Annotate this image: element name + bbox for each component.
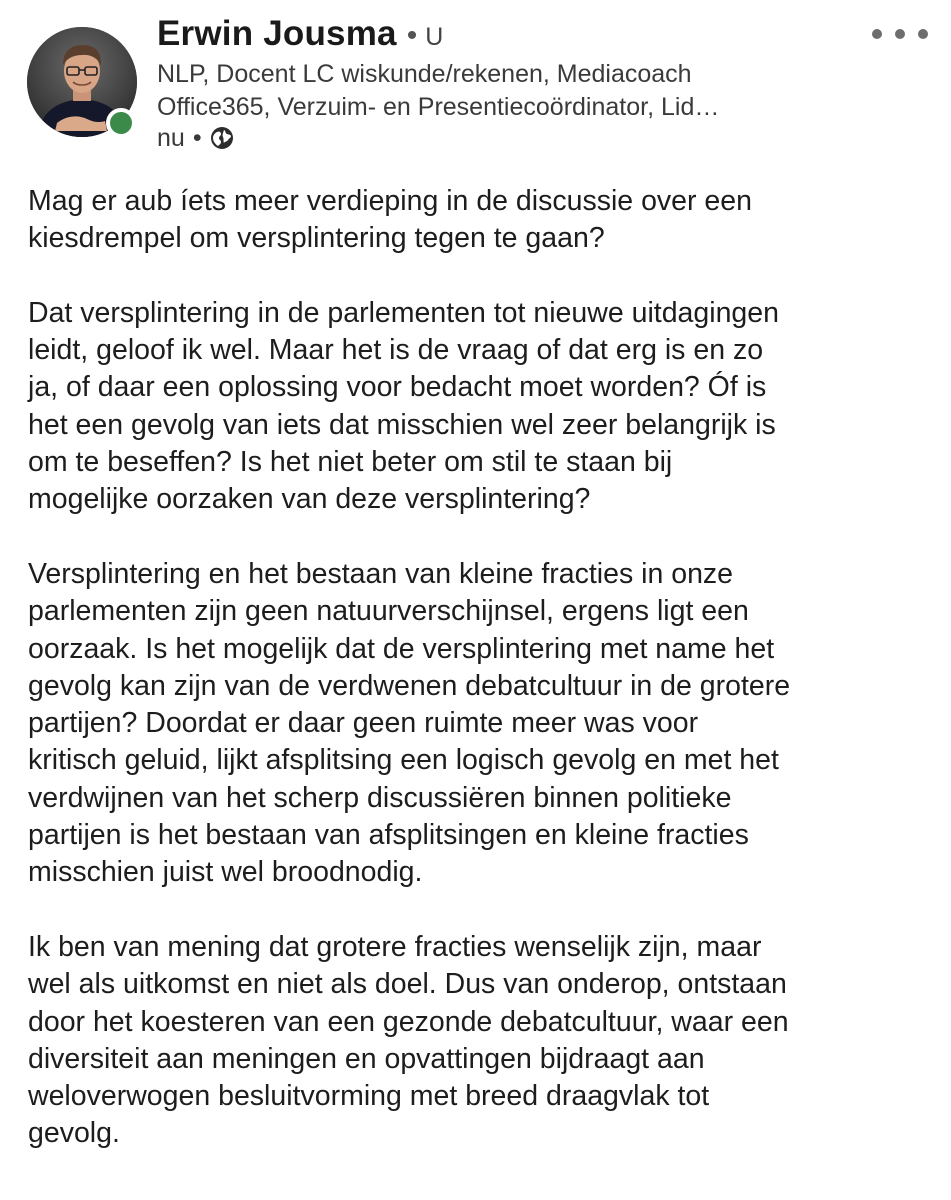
text-line: Ik ben van mening dat grotere fracties wenselijk zijn, maar [28,930,762,963]
headline-line: NLP, Docent LC wiskunde/rekenen, Mediacoach [157,60,692,88]
text-line: Versplintering en het bestaan van kleine fracties in onze [28,557,734,590]
more-dots-icon [872,29,882,39]
text-line: wel als uitkomst en niet als doel. Dus van onderop, ontstaan [28,968,787,1001]
text-line: om te beseffen? Is het niet beter om stil te staan bij [28,446,673,479]
text-line: diversiteit aan meningen en opvattingen bijdraagt aan [28,1042,705,1075]
text-line: verdwijnen van het scherp discussiëren binnen politieke [28,781,732,814]
more-dots-icon [895,29,905,39]
text-line: Dat versplintering in de parlementen tot nieuwe uitdagingen [28,296,779,329]
author-name-row [157,14,443,58]
text-line: weloverwogen besluitvorming met breed draagvlak tot [28,1080,710,1113]
connection-degree-badge: U [425,23,444,51]
text-line: ja, of daar een oplossing voor bedacht moet worden? Óf is [28,371,767,404]
text-line: partijen? Doordat er daar geen ruimte meer was voor [28,707,699,740]
headline-line: Office365, Verzuim- en Presentiecoördinator, Lid… [157,93,720,121]
text-line: het een gevolg van iets dat misschien wel zeer belangrijk is [28,408,776,441]
author-headline [157,58,857,124]
online-status-indicator [106,108,136,138]
post-meta [157,123,234,153]
post-paragraph [28,295,933,519]
post-paragraph [28,929,933,1153]
post-paragraph [28,183,933,258]
more-options-button[interactable] [872,22,928,46]
post-timestamp: nu [157,123,185,152]
text-line: gevolg kan zijn van de verdwenen debatcultuur in de grotere [28,669,791,702]
post-paragraph [28,556,933,892]
text-line: Mag er aub íets meer verdieping in de discussie over een [28,185,752,217]
text-line: parlementen zijn geen natuurverschijnsel, ergens ligt een [28,595,749,628]
text-line: gevolg. [28,1117,120,1150]
text-line: mogelijke oorzaken van deze versplintering? [28,483,591,516]
text-line: oorzaak. Is het mogelijk dat de versplintering met name het [28,632,775,665]
name-separator: • [406,19,418,52]
meta-separator: • [192,123,202,152]
text-line: leidt, geloof ik wel. Maar het is de vraag of dat erg is en zo [28,334,764,367]
post-header [0,0,951,160]
text-line: door het koesteren van een gezonde debatcultuur, waar een [28,1005,789,1038]
more-dots-icon [918,29,928,39]
text-line: kritisch geluid, lijkt afsplitsing een logisch gevolg en met het [28,744,779,777]
text-line: kiesdrempel om versplintering tegen te gaan? [28,222,605,255]
text-line: partijen is het bestaan van afsplitsingen en kleine fracties [28,819,749,852]
globe-icon [210,126,234,150]
author-name[interactable]: Erwin Jousma [157,14,397,53]
text-line: misschien juist wel broodnodig. [28,856,423,889]
post-body [28,183,933,1153]
